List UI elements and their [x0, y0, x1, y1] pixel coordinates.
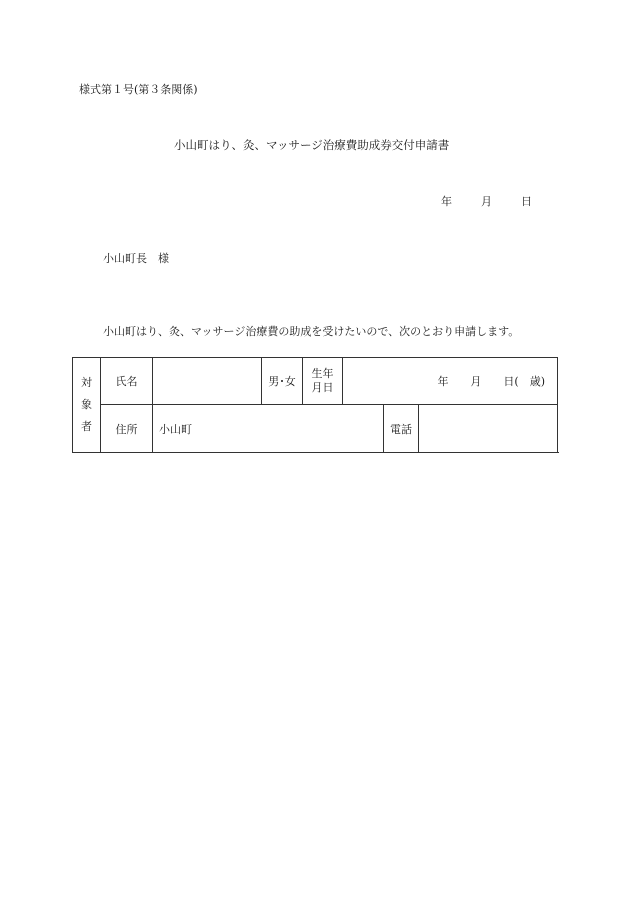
intro-statement: 小山町はり、灸、マッサージ治療費の助成を受けたいので、次のとおり申請します。 — [103, 325, 520, 338]
birthdate-field[interactable]: 年 月 日( 歳) — [343, 358, 558, 405]
name-label: 氏名 — [101, 358, 153, 405]
address-label: 住所 — [101, 405, 153, 453]
name-field[interactable] — [153, 358, 262, 405]
date-month-label: 月 — [481, 195, 492, 208]
addressee: 小山町長 様 — [103, 252, 169, 265]
phone-field[interactable] — [419, 405, 558, 453]
phone-label: 電話 — [384, 405, 419, 453]
address-field[interactable]: 小山町 — [153, 405, 384, 453]
date-year-label: 年 — [441, 195, 452, 208]
applicant-table — [72, 357, 558, 453]
date-day-label: 日 — [521, 195, 532, 208]
subject-char: 者 — [81, 420, 92, 433]
birthdate-label-line1: 生年 — [311, 367, 334, 380]
document-title: 小山町はり、灸、マッサージ治療費助成券交付申請書 — [174, 138, 450, 152]
birthdate-label-line2: 月日 — [311, 381, 334, 394]
gender-field[interactable]: 男･女 — [262, 358, 303, 405]
form-number: 様式第１号(第３条関係) — [79, 83, 198, 96]
subject-char: 象 — [81, 398, 92, 411]
subject-char: 対 — [81, 376, 92, 389]
birthdate-label — [303, 358, 343, 405]
subject-label — [73, 358, 101, 453]
date-line — [441, 193, 532, 209]
